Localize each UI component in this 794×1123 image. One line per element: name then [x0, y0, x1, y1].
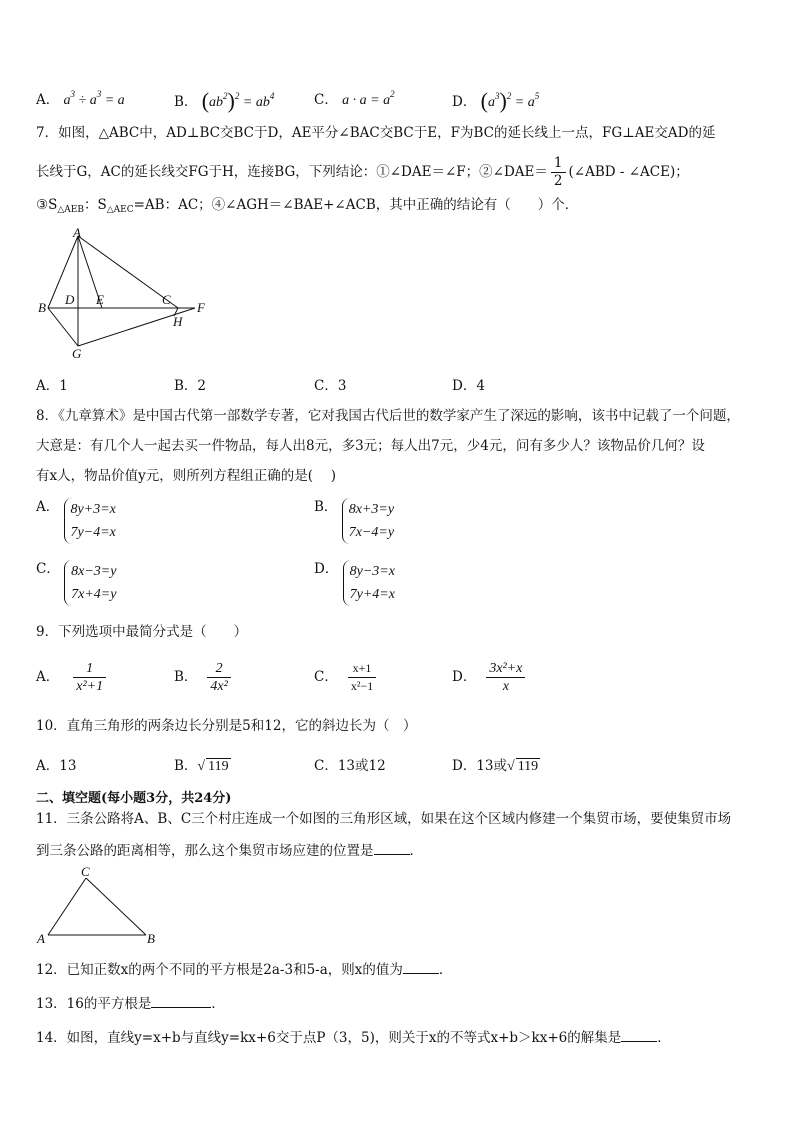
label-b: B [38, 300, 46, 315]
q10-option-a: A．13 [36, 758, 77, 774]
q9-option-b: B． $\frac{2}{\text{4x²}}$ [174, 660, 234, 695]
q7-option-b: B．2 [174, 378, 207, 394]
q7-option-d: D．4 [452, 378, 485, 394]
q8-option-b: B． 8x+3=y 7x−4=y [314, 498, 394, 544]
q8-line3: 有x人，物品价值y元，则所列方程组正确的是( ) [36, 468, 337, 484]
q7-figure [30, 226, 220, 364]
q8-line1: 8．《九章算术》是中国古代第一部数学专著，它对我国古代后世的数学家产生了深远的影响，该书中记载了一个问题， [36, 408, 740, 424]
q11-line2: 到三条公路的距离相等，那么这个集贸市场应建的位置是 ． [36, 843, 423, 859]
q8-option-c: C． 8x−3=y 7x+4=y [36, 560, 116, 606]
q9-option-d: D． $\frac{\text{3x²+x}}{x}$ [452, 660, 528, 695]
q13: 13．16的平方根是 ． [36, 996, 225, 1012]
q9-option-a: A． $\frac{1}{\text{x²+1}}$ [36, 660, 109, 695]
label-b: B [147, 931, 155, 946]
q6-option-d: D． $(a^3)^2 = a^5$ [452, 88, 540, 113]
label-a: A [37, 931, 45, 946]
q8-line2: 大意是：有几个人一起去买一件物品，每人出8元，多3元；每人出7元，少4元，问有多少人？该物品价几何？设 [36, 438, 705, 454]
q9-stem: 9．下列选项中最简分式是（ ） [36, 624, 248, 640]
q7-line3: $③S_{\triangle AEB}$：$S_{\triangle AEC}=AB$：AC；④∠AGH＝∠BAE+∠ACB，其中正确的结论有（ ）个． [36, 197, 579, 215]
q7-option-a: A．1 [36, 378, 68, 394]
label-a: A [73, 226, 81, 240]
q11-triangle-figure [30, 862, 165, 948]
answer-blank[interactable] [403, 973, 439, 974]
q7-option-c: C．3 [314, 378, 347, 394]
section-heading: 二、填空题(每小题3分，共24分) [36, 791, 232, 806]
q8-option-d: D． 8y−3=x 7y+4=x [314, 560, 395, 606]
q6-option-b: B． $(ab^2)^2 = ab^4$ [174, 88, 275, 113]
q14: 14．如图，直线y=x+b与直线y=kx+6交于点P（3，5)，则关于x的不等式x+b＞kx+6的解集是 ． [36, 1030, 671, 1046]
q8-option-a: A． 8y+3=x 7y−4=x [36, 498, 116, 544]
q11-line1: 11．三条公路将A、B、C三个村庄连成一个如图的三角形区域，如果在这个区域内修建一个集贸市场，要使集贸市场 [36, 811, 732, 827]
q7-line2: 长线于G，AC的延长线交FG于H，连接BG，下列结论：①∠DAE＝∠F；②∠DAE＝ $\frac{1}{2}$ (∠ABD - ∠ACE)； [36, 155, 689, 189]
q6-option-c: C． $a \cdot a = a^2$ [314, 89, 395, 108]
label-f: F [197, 300, 205, 315]
edge-ca [48, 878, 86, 935]
segment-bg [48, 308, 78, 346]
answer-blank[interactable] [374, 854, 410, 855]
label-c: C [81, 864, 90, 879]
label-d: D [65, 292, 75, 307]
label-g: G [72, 346, 82, 361]
answer-blank[interactable] [621, 1041, 657, 1042]
answer-blank[interactable] [151, 1007, 211, 1008]
q6-option-a: A． $a^3 \div a^3 = a$ [36, 89, 125, 108]
q10-option-d: D．13或√ 119 [452, 758, 539, 774]
edge-cb [86, 878, 146, 935]
q10-stem: 10．直角三角形的两条边长分别是5和12，它的斜边长为（ ） [36, 718, 417, 734]
q7-line1: 7．如图，△ABC中，AD⊥BC交BC于D，AE平分∠BAC交BC于E，F为BC的延长线上一点，FG⊥AE交AD的延 [36, 125, 716, 141]
q9-option-c: C． $\frac{x+1}{\text{x²−1}}$ [314, 660, 379, 695]
label-c: C [162, 292, 171, 307]
q12: 12．已知正数x的两个不同的平方根是2a-3和5-a，则x的值为 ． [36, 962, 453, 978]
label-e: E [96, 292, 104, 307]
q10-option-c: C．13或12 [314, 758, 386, 774]
label-h: H [173, 314, 183, 329]
q10-option-b: B．√ 119 [174, 758, 229, 774]
q7-fraction: $\frac{1}{2}$ [551, 155, 566, 190]
